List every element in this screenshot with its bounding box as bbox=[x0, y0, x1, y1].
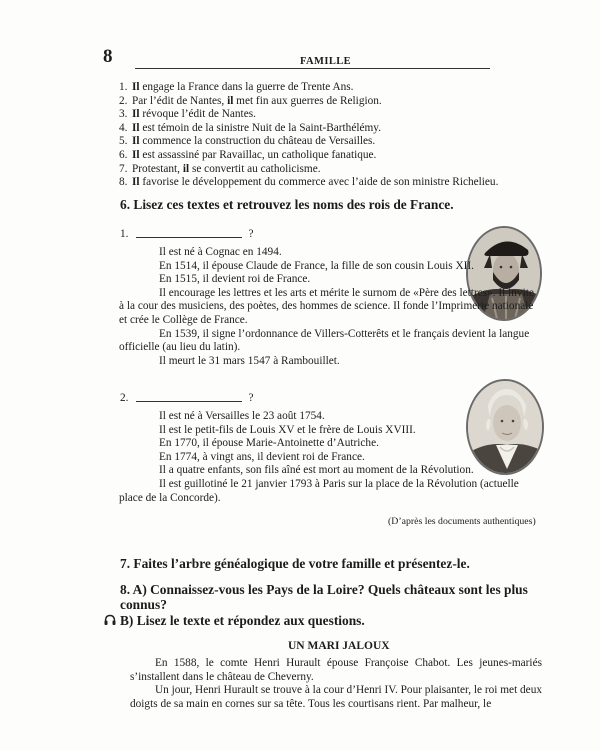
story-title: UN MARI JALOUX bbox=[288, 640, 390, 652]
list-item: 6. Il est assassiné par Ravaillac, un catholique fanatique. bbox=[119, 148, 377, 161]
list-item: 2. Par l’édit de Nantes, il met fin aux guerres de Religion. bbox=[119, 94, 382, 107]
answer-blank-1: 1. ? bbox=[120, 228, 254, 240]
biography-1: Il est né à Cognac en 1494. En 1514, il épouse Claude de France, la fille de son cousin Louis XII. En 1515, il devient roi de France. Il encourage les lettres et les arts et mérite le surnom de «Père des lettres». Il invite à la cour des musiciens, des poètes, des hommes de science. Il fonde l’Imprimerie nationale et crée le Collège de France. En 1539, il signe l’ordonnance de Villers-Cotterêts et le français devient la langue officielle (au lieu du latin). Il meurt le 31 mars 1547 à Rambouillet. bbox=[119, 246, 534, 367]
running-head: FAMILLE bbox=[300, 56, 352, 67]
biography-2: Il est né à Versailles le 23 août 1754. Il est le petit-fils de Louis XV et le frère de Louis XVIII. En 1770, il épouse Marie-Antoinette d’Autriche. En 1774, à vingt ans, il devient roi de France. Il a quatre enfants, son fils aîné est mort au moment de la Révolution. Il est guillotiné le 21 janvier 1793 à Paris sur la place de la Révolution (actuelle place de la Concorde). bbox=[119, 410, 519, 504]
reign-list bbox=[119, 81, 539, 190]
headphones-icon bbox=[103, 613, 117, 627]
list-item: 8. Il favorise le développement du commerce avec l’aide de son ministre Richelieu. bbox=[119, 176, 499, 189]
list-item: 4. Il est témoin de la sinistre Nuit de la Saint-Barthélémy. bbox=[119, 121, 382, 134]
list-item: 1. Il engage la France dans la guerre de Trente Ans. bbox=[119, 81, 354, 93]
answer-blank-2: 2. ? bbox=[120, 392, 254, 404]
page-number: 8 bbox=[103, 46, 113, 67]
exercise-7-heading: 7. Faites l’arbre généalogique de votre famille et présentez-le. bbox=[120, 556, 470, 571]
list-item: 3. Il révoque l’édit de Nantes. bbox=[119, 108, 256, 121]
blank-rule bbox=[136, 237, 242, 238]
exercise-8b-heading: B) Lisez le texte et répondez aux questions. bbox=[120, 613, 365, 628]
list-item: 7. Protestant, il se convertit au catholicisme. bbox=[119, 162, 321, 175]
source-note: (D’après les documents authentiques) bbox=[388, 516, 536, 527]
exercise-6-heading: 6. Lisez ces textes et retrouvez les noms des rois de France. bbox=[120, 197, 454, 212]
story-text: En 1588, le comte Henri Hurault épouse Françoise Chabot. Les jeunes-mariés s’installent dans le château de Cheverny. Un jour, Henri Hurault se trouve à la cour d’Henri IV. Pour plaisanter, le roi met deux doigts de sa main en cornes sur sa tête. Tous les courtisans rient. Par malheur, le bbox=[130, 657, 542, 710]
header-rule bbox=[135, 68, 490, 69]
blank-rule bbox=[136, 401, 242, 402]
exercise-8a-heading: 8. A) Connaissez-vous les Pays de la Loire? Quels châteaux sont les plus connus? bbox=[120, 582, 528, 612]
list-item: 5. Il commence la construction du château de Versailles. bbox=[119, 135, 376, 148]
